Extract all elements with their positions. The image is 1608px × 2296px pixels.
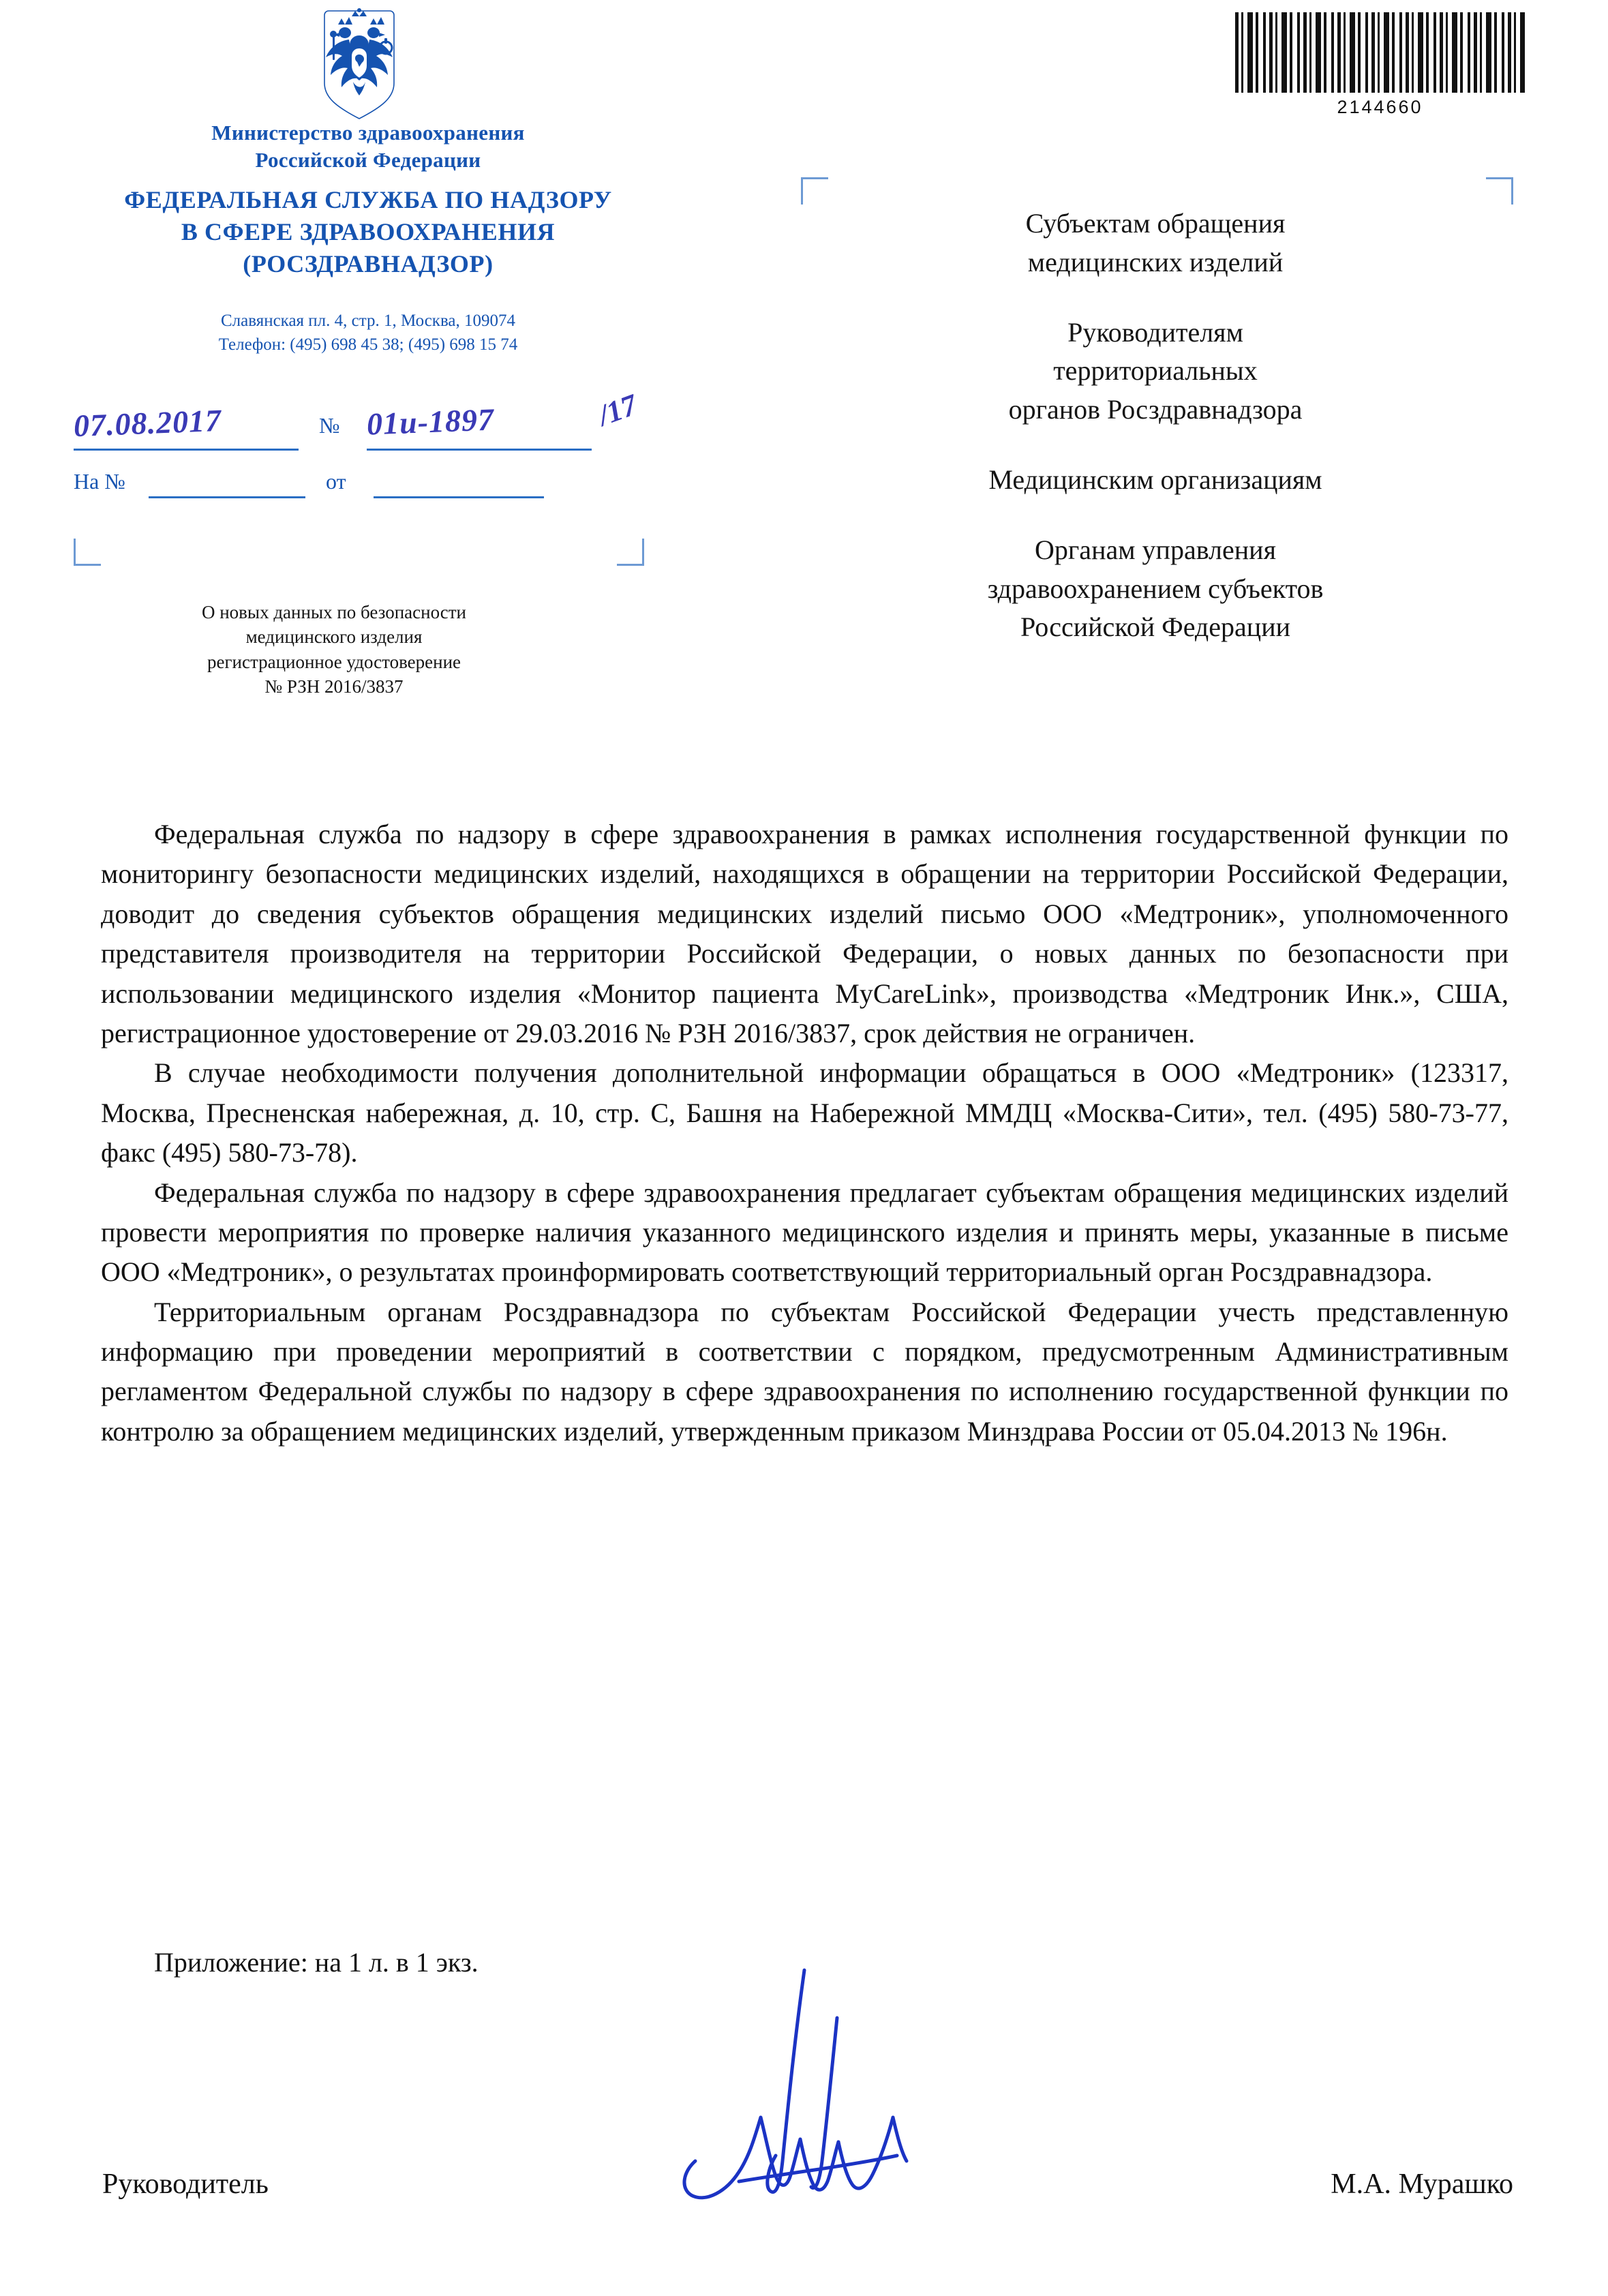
barcode-block xyxy=(1235,12,1525,118)
reply-date-label: от xyxy=(326,469,346,494)
barcode-number: 2144660 xyxy=(1337,97,1423,117)
outgoing-number-handwritten: 01и-1897 xyxy=(366,402,495,442)
letter-body xyxy=(101,815,1508,1451)
addressee-group-1 xyxy=(886,205,1425,282)
corner-bracket-top-right-body xyxy=(1486,177,1513,205)
number-symbol: № xyxy=(319,413,340,438)
corner-bracket-top-left-body xyxy=(801,177,828,205)
date-underline xyxy=(74,449,299,451)
addressee-line: Руководителям xyxy=(1067,316,1243,348)
subject-line-2: медицинского изделия xyxy=(245,626,423,648)
signatory-title: Руководитель xyxy=(102,2169,269,2200)
signatory-name: М.А. Мурашко xyxy=(1331,2169,1513,2200)
addressee-group-4 xyxy=(886,531,1425,647)
addressee-line: Органам управления xyxy=(1035,534,1276,565)
subject-block xyxy=(95,600,573,699)
body-paragraph-3: Федеральная служба по надзору в сфере здравоохранения предлагает субъектам обращения медицинских изделий провести мероприятия по проверке наличия указанного медицинского изделия и принять меры, указанные в письме ООО «Медтроник», о результатах проинформировать соответствующий территориальный орган Росздравнадзора. xyxy=(101,1177,1508,1288)
addressee-block xyxy=(886,205,1425,647)
letterhead xyxy=(41,119,695,357)
address-line: Славянская пл. 4, стр. 1, Москва, 109074 xyxy=(220,311,516,330)
addressee-line: Медицинским организациям xyxy=(988,464,1322,495)
body-paragraph-1: Федеральная служба по надзору в сфере здравоохранения в рамках исполнения государственной функции по мониторингу безопасности медицинских изделий, находящихся в обращении на территории Российской Федерации, доводит до сведения субъектов обращения медицинских изделий письмо ООО «Медтроник», уполномоченного представителя производителя на территории Российской Федерации, о новых данных по безопасности при использовании медицинского изделия «Монитор пациента MyCareLink», производства «Медтроник Инк.», США, регистрационное удостоверение от 29.03.2016 № РЗН 2016/3837, срок действия не ограничен. xyxy=(101,819,1508,1048)
addressee-line: здравоохранением субъектов xyxy=(987,573,1324,604)
handwritten-signature-icon xyxy=(668,1957,927,2202)
signature-row xyxy=(102,2168,1513,2201)
addressee-line: медицинских изделий xyxy=(1027,246,1284,277)
addressee-line: Субъектам обращения xyxy=(1025,208,1286,239)
addressee-group-2 xyxy=(886,314,1425,429)
service-line-1: ФЕДЕРАЛЬНАЯ СЛУЖБА ПО НАДЗОРУ xyxy=(124,186,612,214)
body-paragraph-4: Территориальным органам Росздравнадзора по субъектам Российской Федерации учесть представленную информацию при проведении мероприятий в соответствии с порядком, предусмотренным Административным регламентом Федеральной службы по надзору в сфере здравоохранения по исполнению государственной функции по контролю за обращением медицинских изделий, утвержденным приказом Минздрава России от 05.04.2013 № 196н. xyxy=(101,1296,1508,1447)
corner-bracket-bottom-right-stamp xyxy=(617,539,644,566)
subject-line-1: О новых данных по безопасности xyxy=(201,602,467,622)
outgoing-number-year-handwritten: /17 xyxy=(594,387,641,433)
subject-line-3: регистрационное удостоверение xyxy=(207,651,461,672)
number-underline xyxy=(367,449,592,451)
body-paragraph-2: В случае необходимости получения дополнительной информации обращаться в ООО «Медтроник» (123317, Москва, Пресненская набережная, д. 10, стр. С, Башня на Набережной ММДЦ «Москва-Сити», тел. (495) 580-73-77, факс (495) 580-73-78). xyxy=(101,1057,1508,1168)
ministry-line-1: Министерство здравоохранения xyxy=(211,121,525,145)
reply-date-underline xyxy=(374,496,544,498)
attachment-note: Приложение: на 1 л. в 1 экз. xyxy=(154,1947,479,1978)
addressee-line: территориальных xyxy=(1053,355,1258,387)
reply-number-underline xyxy=(149,496,305,498)
barcode-icon xyxy=(1235,12,1525,93)
phone-line: Телефон: (495) 698 45 38; (495) 698 15 74 xyxy=(218,335,518,354)
subject-line-4: № РЗН 2016/3837 xyxy=(264,676,404,697)
addressee-group-3 xyxy=(886,461,1425,500)
reply-to-label: На № xyxy=(74,469,125,494)
addressee-line: органов Росздравнадзора xyxy=(1008,394,1303,425)
service-line-2: В СФЕРЕ ЗДРАВООХРАНЕНИЯ xyxy=(181,218,556,246)
service-line-3: (РОСЗДРАВНАДЗОР) xyxy=(243,250,494,277)
registration-line xyxy=(73,387,687,494)
ministry-line-2: Российской Федерации xyxy=(255,147,481,172)
outgoing-date-handwritten: 07.08.2017 xyxy=(73,402,222,444)
coat-of-arms-icon xyxy=(308,5,410,132)
corner-bracket-bottom-left-stamp xyxy=(74,539,101,566)
addressee-line: Российской Федерации xyxy=(1020,611,1291,643)
